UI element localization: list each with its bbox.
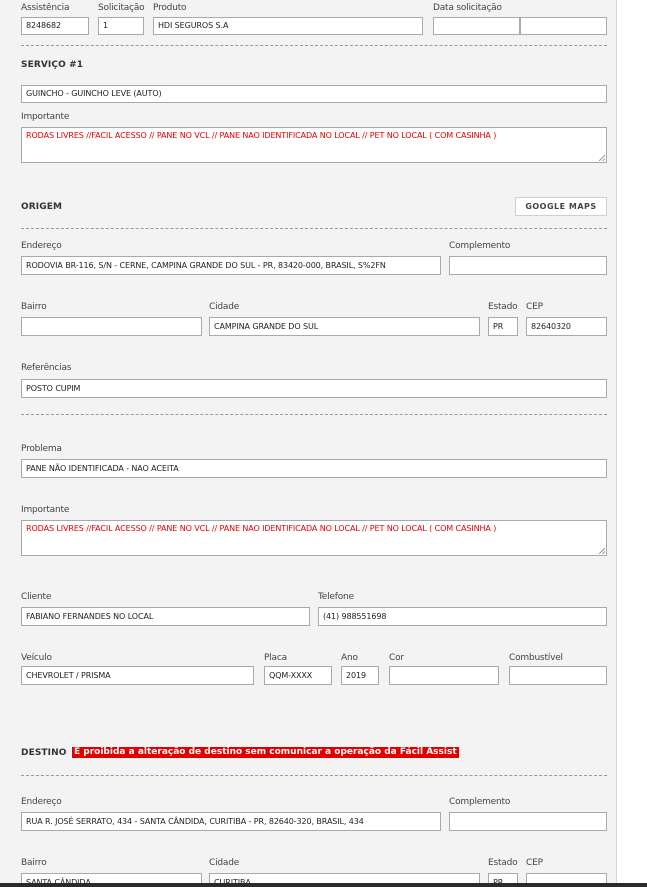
- destino-complemento-field[interactable]: [449, 812, 607, 831]
- cor-label: Cor: [389, 653, 404, 663]
- data-solicitacao-label: Data solicitação: [433, 3, 502, 13]
- origem-estado-field[interactable]: PR: [488, 317, 518, 336]
- origem-cidade-field[interactable]: CAMPINA GRANDE DO SUL: [209, 317, 480, 336]
- problema-label: Problema: [21, 444, 62, 454]
- resize-grip-icon[interactable]: [599, 548, 605, 554]
- placa-field[interactable]: QQM-XXXX: [264, 666, 332, 685]
- servico-field[interactable]: GUINCHO - GUINCHO LEVE (AUTO): [21, 85, 607, 103]
- data-solicitacao-field[interactable]: [433, 17, 520, 35]
- combustivel-label: Combustível: [509, 653, 563, 663]
- bottom-bar: [0, 883, 647, 887]
- hora-solicitacao-field[interactable]: [520, 17, 607, 35]
- divider: [21, 414, 607, 415]
- problema-importante-textarea[interactable]: [21, 520, 607, 556]
- servico-title: SERVIÇO #1: [21, 60, 84, 70]
- divider: [21, 228, 607, 229]
- origem-complemento-label: Complemento: [449, 241, 511, 251]
- divider: [21, 45, 607, 46]
- importante-label: Importante: [21, 505, 70, 515]
- cliente-field[interactable]: FABIANO FERNANDES NO LOCAL: [21, 607, 310, 626]
- cliente-label: Cliente: [21, 592, 52, 602]
- placa-label: Placa: [264, 653, 287, 663]
- solicitacao-label: Solicitação: [98, 3, 145, 13]
- assistencia-field[interactable]: 8248682: [21, 17, 89, 35]
- referencias-label: Referências: [21, 363, 72, 373]
- solicitacao-field[interactable]: 1: [98, 17, 144, 35]
- destino-title: DESTINO: [21, 748, 67, 758]
- cor-field[interactable]: [389, 666, 499, 685]
- destino-estado-label: Estado: [488, 858, 518, 868]
- referencias-field[interactable]: POSTO CUPIM: [21, 379, 607, 398]
- servico-importante-text: RODAS LIVRES //FACIL ACESSO // PANE NO VCL // PANE NAO IDENTIFICADA NO LOCAL // PET NO LOCAL ( COM CASINHA ): [26, 131, 497, 140]
- telefone-label: Telefone: [318, 592, 354, 602]
- origem-cidade-label: Cidade: [209, 302, 240, 312]
- problema-importante-text: RODAS LIVRES //FACIL ACESSO // PANE NO VCL // PANE NAO IDENTIFICADA NO LOCAL // PET NO LOCAL ( COM CASINHA ): [26, 524, 497, 533]
- destino-bairro-label: Bairro: [21, 858, 47, 868]
- origem-bairro-label: Bairro: [21, 302, 47, 312]
- origem-cep-label: CEP: [526, 302, 543, 312]
- combustivel-field[interactable]: [509, 666, 607, 685]
- produto-label: Produto: [153, 3, 187, 13]
- ano-field[interactable]: 2019: [341, 666, 379, 685]
- telefone-field[interactable]: (41) 988551698: [318, 607, 607, 626]
- produto-field[interactable]: HDI SEGUROS S.A: [153, 17, 423, 35]
- destino-complemento-label: Complemento: [449, 797, 511, 807]
- veiculo-label: Veículo: [21, 653, 52, 663]
- destino-cidade-label: Cidade: [209, 858, 240, 868]
- origem-estado-label: Estado: [488, 302, 518, 312]
- importante-label: Importante: [21, 112, 70, 122]
- origem-bairro-field[interactable]: [21, 317, 202, 336]
- destino-warning-badge: É proibida a alteração de destino sem comunicar a operação da Fácil Assist: [74, 747, 457, 757]
- destino-cep-label: CEP: [526, 858, 543, 868]
- divider: [21, 775, 607, 776]
- origem-endereco-field[interactable]: RODOVIA BR-116, S/N - CERNE, CAMPINA GRANDE DO SUL - PR, 83420-000, BRASIL, S%2FN: [21, 256, 441, 275]
- assistencia-label: Assistência: [21, 3, 70, 13]
- google-maps-button[interactable]: GOOGLE MAPS: [515, 197, 607, 216]
- resize-grip-icon[interactable]: [599, 155, 605, 161]
- veiculo-field[interactable]: CHEVROLET / PRISMA: [21, 666, 254, 685]
- ano-label: Ano: [341, 653, 358, 663]
- origem-title: ORIGEM: [21, 202, 63, 212]
- origem-endereco-label: Endereço: [21, 241, 62, 251]
- origem-complemento-field[interactable]: [449, 256, 607, 275]
- destino-endereco-label: Endereço: [21, 797, 62, 807]
- origem-cep-field[interactable]: 82640320: [526, 317, 607, 336]
- servico-importante-textarea[interactable]: [21, 127, 607, 163]
- destino-endereco-field[interactable]: RUA R. JOSÉ SERRATO, 434 - SANTA CÂNDIDA, CURITIBA - PR, 82640-320, BRASIL, 434: [21, 812, 441, 831]
- problema-field[interactable]: PANE NÃO IDENTIFICADA - NAO ACEITA: [21, 459, 607, 478]
